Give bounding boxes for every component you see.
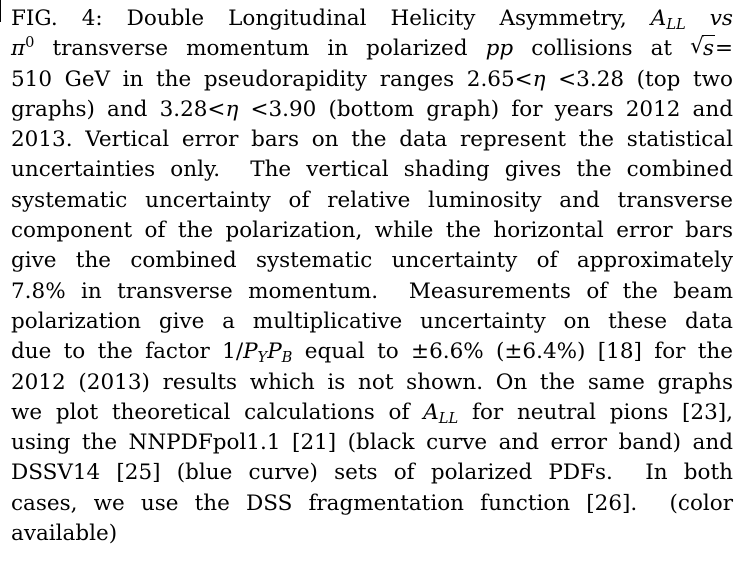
caption-line-10: 7.8% in transverse momentum. Measurements of the beam <box>11 278 733 304</box>
caption-line-13: 2012 (2013) results which is not shown. On the same graphs <box>11 369 733 395</box>
caption-line-6: uncertainties only. The vertical shading gives the combined <box>11 157 733 183</box>
caption-line-4: graphs) and 3.28<η <3.90 (bottom graph) for years 2012 and <box>11 96 733 122</box>
caption-line-5: 2013. Vertical error bars on the data represent the statistical <box>11 127 733 153</box>
caption-line-1: FIG. 4: Double Longitudinal Helicity Asymmetry, $A_{LL}$ vs <box>11 6 733 34</box>
caption-line-16: DSSV14 [25] (blue curve) sets of polarized PDFs. In both <box>11 460 733 486</box>
caption-line-7: systematic uncertainty of relative luminosity and transverse <box>11 187 733 213</box>
caption-line-9: give the combined systematic uncertainty of approximately <box>11 248 733 274</box>
margin-mark <box>0 0 3 22</box>
caption-line-8: component of the polarization, while the horizontal error bars <box>11 218 733 244</box>
caption-line-2: $\pi^0$ transverse momentum in polarized pp collisions at √ s= <box>11 34 733 64</box>
caption-line-18: available) <box>11 521 118 547</box>
figure-label: FIG. 4: <box>11 6 103 31</box>
caption-line-3: 510 GeV in the pseudorapidity ranges 2.65<η <3.28 (top two <box>11 66 734 92</box>
figure-caption <box>11 4 733 549</box>
caption-line-12: due to the factor $1/P_YP_B$ equal to ±6.6% (±6.4%) [18] for the <box>11 339 733 367</box>
caption-line-14: we plot theoretical calculations of $A_{LL}$ for neutral pions [23], <box>11 399 733 427</box>
caption-line-17: cases, we use the DSS fragmentation function [26]. (color <box>11 490 733 516</box>
caption-line-15: using the NNPDFpol1.1 [21] (black curve and error band) and <box>11 430 733 456</box>
sqrt-s: √ s <box>690 34 714 62</box>
caption-line-11: polarization give a multiplicative uncertainty on these data <box>11 308 733 334</box>
